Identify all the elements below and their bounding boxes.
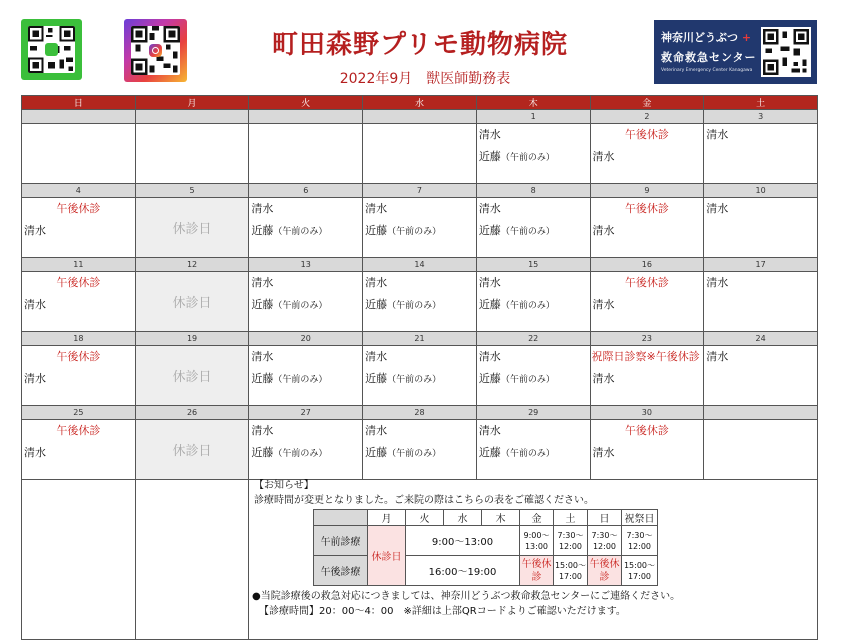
day-cell xyxy=(22,124,136,184)
day-cell xyxy=(476,198,590,258)
date-number: 12 xyxy=(135,258,249,272)
vet-name: 清水 xyxy=(592,372,615,385)
vet-name: 清水 xyxy=(24,224,46,237)
date-number: 6 xyxy=(249,184,363,198)
day-cell xyxy=(476,346,590,406)
instagram-qr-code[interactable] xyxy=(124,19,187,82)
holiday-morning-hours: 7:30〜12:00 xyxy=(622,526,658,556)
vet-name: 清水 xyxy=(251,276,274,289)
vet-name: 清水 xyxy=(365,276,388,289)
friday-afternoon-closed: 午後休診 xyxy=(520,556,554,586)
date-number xyxy=(704,406,818,420)
empty-cell xyxy=(22,480,136,640)
date-number: 2 xyxy=(590,110,704,124)
afternoon-closed-note: 午後休診 xyxy=(56,424,101,437)
day-cell xyxy=(363,272,477,332)
er-english-name: Veterinary Emergency Center Kanagawa xyxy=(661,68,753,73)
date-number: 1 xyxy=(476,110,590,124)
vet-name: 清水 xyxy=(592,150,615,163)
friday-morning-hours: 9:00〜13:00 xyxy=(520,526,554,556)
weekday-header: 火 xyxy=(249,96,363,110)
vet-name: 清水 xyxy=(24,446,46,459)
day-cell xyxy=(135,124,249,184)
day-cell xyxy=(249,346,363,406)
vet-name: 近藤（午前のみ） xyxy=(365,298,442,311)
hours-day-header: 金 xyxy=(520,510,554,526)
day-cell xyxy=(704,420,818,480)
instagram-icon xyxy=(149,44,162,57)
hours-morning-row xyxy=(314,526,658,556)
day-cell xyxy=(704,198,818,258)
date-number: 19 xyxy=(135,332,249,346)
afternoon-closed-note: 午後休診 xyxy=(56,276,101,289)
vet-name: 清水 xyxy=(478,350,501,363)
afternoon-closed-note: 午後休診 xyxy=(56,202,101,215)
day-cell xyxy=(476,420,590,480)
vet-name: 清水 xyxy=(478,202,501,215)
vet-name: 近藤（午前のみ） xyxy=(251,372,328,385)
empty-cell xyxy=(135,480,249,640)
notice-body: 診療時間が変更となりました。ご来院の際はこちらの表をご確認ください。 xyxy=(254,495,594,506)
hours-day-header: 水 xyxy=(444,510,482,526)
date-number: 26 xyxy=(135,406,249,420)
vet-name: 清水 xyxy=(592,298,615,311)
emergency-note: ●当院診療後の救急対応につきましては、神奈川どうぶつ救命救急センターにご連絡ください。 xyxy=(252,591,681,602)
hours-day-header: 日 xyxy=(588,510,622,526)
date-number: 18 xyxy=(22,332,136,346)
vet-name: 近藤（午前のみ） xyxy=(251,446,328,459)
afternoon-closed-note: 午後休診 xyxy=(624,424,669,437)
date-number: 5 xyxy=(135,184,249,198)
weekday-header: 木 xyxy=(476,96,590,110)
day-cell xyxy=(363,198,477,258)
holiday-note: 祝際日診察※午後休診 xyxy=(591,350,700,363)
monday-closed: 休診日 xyxy=(368,526,406,586)
qr-code-icon xyxy=(131,26,180,75)
day-cell xyxy=(590,346,704,406)
schedule-title: 2022年9月 獣医師勤務表 xyxy=(339,71,511,87)
date-number: 15 xyxy=(476,258,590,272)
vet-name: 清水 xyxy=(706,350,729,363)
date-row xyxy=(22,110,818,124)
day-cell xyxy=(590,420,704,480)
vet-name: 清水 xyxy=(365,350,388,363)
weekday-header: 月 xyxy=(135,96,249,110)
day-cell xyxy=(22,272,136,332)
day-cell xyxy=(363,124,477,184)
vet-name: 近藤（午前のみ） xyxy=(251,224,328,237)
vet-name: 清水 xyxy=(592,446,615,459)
closed-day-label: 休診日 xyxy=(172,296,212,311)
line-qr-code[interactable] xyxy=(21,19,82,80)
vet-name: 清水 xyxy=(251,424,274,437)
vet-name: 近藤（午前のみ） xyxy=(251,298,328,311)
date-number: 29 xyxy=(476,406,590,420)
vet-name: 清水 xyxy=(24,372,46,385)
day-cell xyxy=(22,198,136,258)
date-row xyxy=(22,332,818,346)
date-number: 17 xyxy=(704,258,818,272)
date-number: 9 xyxy=(590,184,704,198)
weekday-header: 日 xyxy=(22,96,136,110)
day-cell xyxy=(135,272,249,332)
office-hours-table xyxy=(313,509,658,586)
day-cell xyxy=(249,420,363,480)
closed-day-label: 休診日 xyxy=(172,222,212,237)
day-cell xyxy=(135,420,249,480)
day-cell xyxy=(590,198,704,258)
day-cell xyxy=(249,272,363,332)
weekday-header: 金 xyxy=(590,96,704,110)
day-cell xyxy=(249,198,363,258)
date-number: 22 xyxy=(476,332,590,346)
day-cell xyxy=(363,420,477,480)
vet-name: 清水 xyxy=(251,202,274,215)
date-number: 20 xyxy=(249,332,363,346)
vet-name: 清水 xyxy=(251,350,274,363)
sunday-afternoon-closed: 午後休診 xyxy=(588,556,622,586)
vet-name: 近藤（午前のみ） xyxy=(365,224,442,237)
day-cell xyxy=(704,124,818,184)
weekday-header-row xyxy=(22,96,818,110)
date-number xyxy=(249,110,363,124)
weekday-header: 土 xyxy=(704,96,818,110)
afternoon-closed-note: 午後休診 xyxy=(624,128,669,141)
vet-name: 清水 xyxy=(365,424,388,437)
date-number: 4 xyxy=(22,184,136,198)
hours-afternoon-row xyxy=(314,556,658,586)
date-row xyxy=(22,184,818,198)
afternoon-closed-note: 午後休診 xyxy=(56,350,101,363)
hours-row-label: 午前診療 xyxy=(314,526,368,556)
date-number: 11 xyxy=(22,258,136,272)
sunday-morning-hours: 7:30〜12:00 xyxy=(588,526,622,556)
afternoon-closed-note: 午後休診 xyxy=(624,276,669,289)
schedule-row xyxy=(22,272,818,332)
date-number xyxy=(22,110,136,124)
vet-name: 近藤（午前のみ） xyxy=(478,372,555,385)
vet-name: 清水 xyxy=(478,128,501,141)
vet-name: 清水 xyxy=(592,224,615,237)
day-cell xyxy=(704,272,818,332)
emergency-center-banner[interactable] xyxy=(654,20,817,84)
date-number: 7 xyxy=(363,184,477,198)
day-cell xyxy=(135,198,249,258)
saturday-afternoon-hours: 15:00〜17:00 xyxy=(554,556,588,586)
date-row xyxy=(22,406,818,420)
saturday-morning-hours: 7:30〜12:00 xyxy=(554,526,588,556)
day-cell xyxy=(476,272,590,332)
er-qr-code-icon[interactable] xyxy=(761,27,811,77)
vet-name: 近藤（午前のみ） xyxy=(365,372,442,385)
date-row xyxy=(22,258,818,272)
hours-corner xyxy=(314,510,368,526)
emergency-hours-note: 【診療時間】20：00〜4：00 ※詳細は上部QRコードよりご確認いただけます。 xyxy=(259,606,626,617)
vet-name: 清水 xyxy=(365,202,388,215)
vet-name: 清水 xyxy=(706,202,729,215)
vet-name: 近藤（午前のみ） xyxy=(478,446,555,459)
closed-day-label: 休診日 xyxy=(172,444,212,459)
day-cell xyxy=(704,346,818,406)
holiday-afternoon-hours: 15:00〜17:00 xyxy=(622,556,658,586)
hospital-name: 町田森野プリモ動物病院 xyxy=(272,30,568,60)
er-name-line1: 神奈川どうぶつ xyxy=(661,31,738,44)
day-cell xyxy=(476,124,590,184)
day-cell xyxy=(590,124,704,184)
hours-row-label: 午後診療 xyxy=(314,556,368,586)
day-cell xyxy=(135,346,249,406)
day-cell xyxy=(249,124,363,184)
hours-day-header: 祝祭日 xyxy=(622,510,658,526)
date-number: 25 xyxy=(22,406,136,420)
qr-code-icon xyxy=(28,26,75,73)
red-cross-icon: + xyxy=(741,31,752,44)
date-number: 28 xyxy=(363,406,477,420)
schedule-row xyxy=(22,346,818,406)
morning-hours: 9:00〜13:00 xyxy=(406,526,520,556)
hours-day-header: 土 xyxy=(554,510,588,526)
vet-name: 近藤（午前のみ） xyxy=(365,446,442,459)
vet-name: 清水 xyxy=(706,128,729,141)
vet-name: 清水 xyxy=(706,276,729,289)
date-number: 21 xyxy=(363,332,477,346)
vet-name: 清水 xyxy=(478,424,501,437)
notice-heading: 【お知らせ】 xyxy=(254,480,314,491)
er-name-line2: 救命救急センター xyxy=(661,51,757,64)
notice-section xyxy=(251,474,703,632)
hours-day-header: 月 xyxy=(368,510,406,526)
day-cell xyxy=(363,346,477,406)
date-number: 8 xyxy=(476,184,590,198)
vet-name: 清水 xyxy=(24,298,46,311)
day-cell xyxy=(22,420,136,480)
vet-name: 近藤（午前のみ） xyxy=(478,224,555,237)
weekday-header: 水 xyxy=(363,96,477,110)
vet-name: 清水 xyxy=(478,276,501,289)
closed-day-label: 休診日 xyxy=(172,370,212,385)
date-number: 14 xyxy=(363,258,477,272)
date-number: 10 xyxy=(704,184,818,198)
date-number: 13 xyxy=(249,258,363,272)
afternoon-hours: 16:00〜19:00 xyxy=(406,556,520,586)
date-number: 16 xyxy=(590,258,704,272)
schedule-row xyxy=(22,420,818,480)
date-number: 30 xyxy=(590,406,704,420)
vet-name: 近藤（午前のみ） xyxy=(478,150,555,163)
date-number xyxy=(363,110,477,124)
date-number: 3 xyxy=(704,110,818,124)
hours-header-row xyxy=(314,510,658,526)
vet-name: 近藤（午前のみ） xyxy=(478,298,555,311)
afternoon-closed-note: 午後休診 xyxy=(624,202,669,215)
day-cell xyxy=(590,272,704,332)
hours-day-header: 火 xyxy=(406,510,444,526)
hours-day-header: 木 xyxy=(482,510,520,526)
date-number: 24 xyxy=(704,332,818,346)
schedule-row xyxy=(22,198,818,258)
date-number: 23 xyxy=(590,332,704,346)
date-number: 27 xyxy=(249,406,363,420)
schedule-row xyxy=(22,124,818,184)
date-number xyxy=(135,110,249,124)
day-cell xyxy=(22,346,136,406)
